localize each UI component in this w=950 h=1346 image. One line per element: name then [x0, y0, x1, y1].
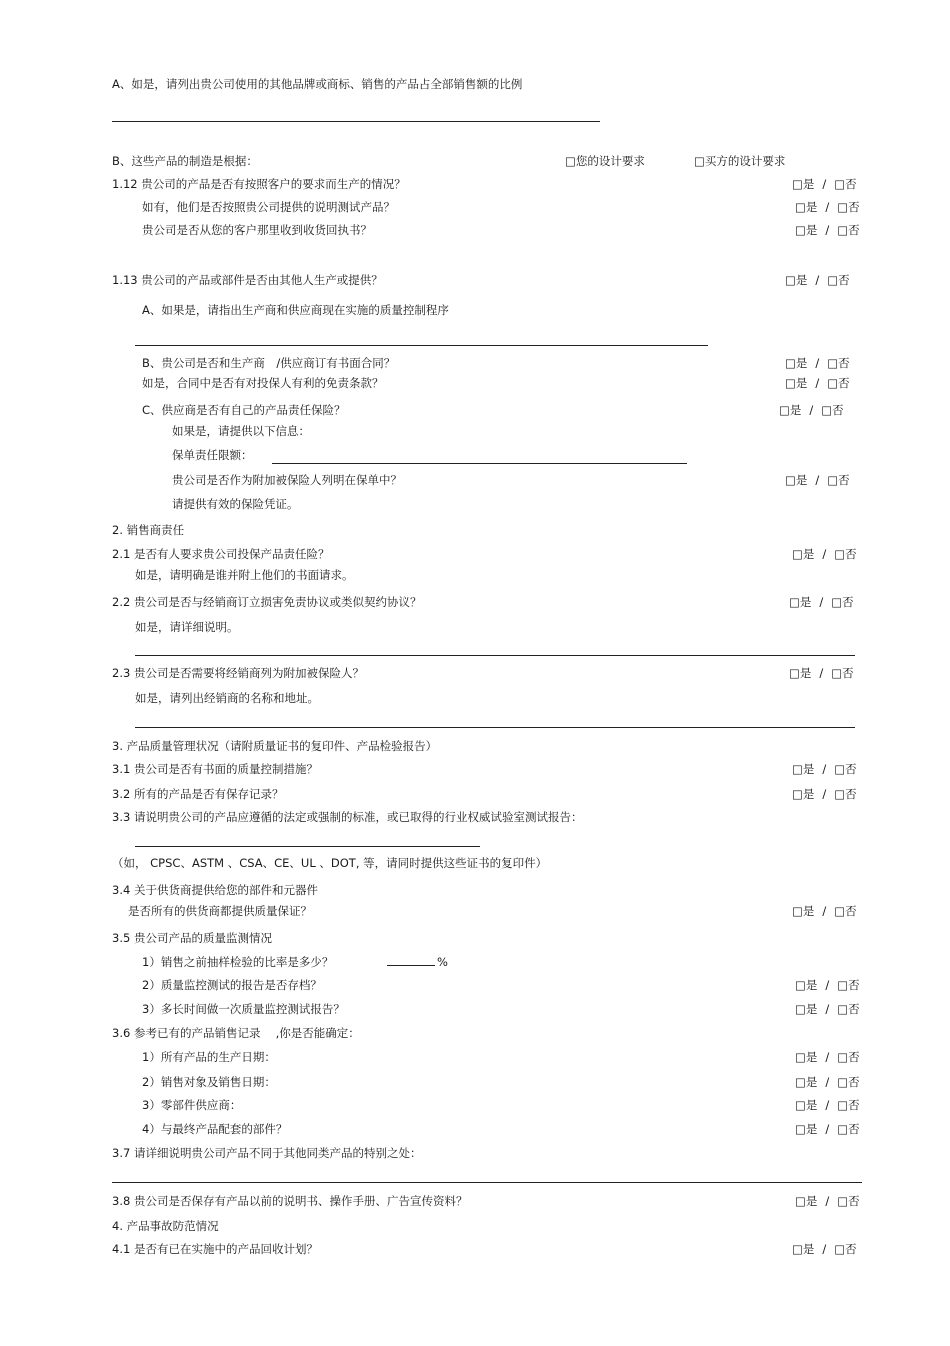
question: 3.2 所有的产品是否有保存记录？	[112, 787, 284, 801]
yes-no-checkbox-pair[interactable]: □是 / □否	[785, 273, 850, 287]
instruction: 如果是，请提供以下信息：	[172, 424, 310, 438]
answer-line[interactable]	[135, 846, 480, 847]
yes-no-checkbox-pair[interactable]: □是 / □否	[785, 376, 850, 390]
question: A、如果是，请指出生产商和供应商现在实施的质量控制程序	[142, 303, 449, 317]
yes-no-checkbox-pair[interactable]: □是 / □否	[795, 1098, 860, 1112]
yes-no-checkbox-pair[interactable]: □是 / □否	[792, 1242, 857, 1256]
answer-line[interactable]	[135, 727, 855, 728]
question: C、供应商是否有自己的产品责任保险？	[142, 403, 346, 417]
question: 1.13 贵公司的产品或部件是否由其他人生产或提供？	[112, 273, 383, 287]
question: 如有，他们是否按照贵公司提供的说明测试产品？	[142, 200, 395, 214]
question: 2.1 是否有人要求贵公司投保产品责任险？	[112, 547, 330, 561]
question: 3.3 请说明贵公司的产品应遵循的法定或强制的标准，或已取得的行业权威试验室测试报告：	[112, 810, 583, 824]
yes-no-checkbox-pair[interactable]: □是 / □否	[795, 1050, 860, 1064]
question: 2）销售对象及销售日期：	[142, 1075, 276, 1089]
yes-no-checkbox-pair[interactable]: □是 / □否	[792, 177, 857, 191]
question: 3.5 贵公司产品的质量监测情况	[112, 931, 272, 945]
question: 3.1 贵公司是否有书面的质量控制措施？	[112, 762, 318, 776]
answer-line[interactable]	[135, 345, 708, 346]
question: 如是，合同中是否有对投保人有利的免责条款？	[142, 376, 384, 390]
yes-no-checkbox-pair[interactable]: □是 / □否	[779, 403, 844, 417]
yes-no-checkbox-pair[interactable]: □是 / □否	[792, 904, 857, 918]
checkbox-option-buyer-design[interactable]: □买方的设计要求	[694, 154, 786, 168]
instruction: 请提供有效的保险凭证。	[172, 497, 299, 511]
yes-no-checkbox-pair[interactable]: □是 / □否	[792, 762, 857, 776]
question: 2.2 贵公司是否与经销商订立损害免责协议或类似契约协议？	[112, 595, 422, 609]
question: 3.8 贵公司是否保存有产品以前的说明书、操作手册、广告宣传资料？	[112, 1194, 468, 1208]
yes-no-checkbox-pair[interactable]: □是 / □否	[795, 1122, 860, 1136]
question: 4.1 是否有已在实施中的产品回收计划？	[112, 1242, 318, 1256]
yes-no-checkbox-pair[interactable]: □是 / □否	[785, 356, 850, 370]
yes-no-checkbox-pair[interactable]: □是 / □否	[795, 978, 860, 992]
question: 2）质量监控测试的报告是否存档？	[142, 978, 322, 992]
yes-no-checkbox-pair[interactable]: □是 / □否	[792, 787, 857, 801]
question: 贵公司是否作为附加被保险人列明在保单中？	[172, 473, 402, 487]
yes-no-checkbox-pair[interactable]: □是 / □否	[792, 547, 857, 561]
checkbox-option-your-design[interactable]: □您的设计要求	[565, 154, 645, 168]
field-label: 保单责任限额：	[172, 448, 253, 462]
question: 1）所有产品的生产日期：	[142, 1050, 276, 1064]
question: 是否所有的供货商都提供质量保证？	[128, 904, 312, 918]
line-item: A、如是，请列出贵公司使用的其他品牌或商标、销售的产品占全部销售额的比例	[112, 77, 523, 91]
line-item: B、这些产品的制造是根据：	[112, 154, 258, 168]
question: 3.6 参考已有的产品销售记录 ,你是否能确定：	[112, 1026, 360, 1040]
yes-no-checkbox-pair[interactable]: □是 / □否	[795, 1194, 860, 1208]
yes-no-checkbox-pair[interactable]: □是 / □否	[785, 473, 850, 487]
note: （如， CPSC、ASTM 、CSA、CE、UL 、DOT, 等，请同时提供这些证书的复印件）	[112, 856, 548, 870]
yes-no-checkbox-pair[interactable]: □是 / □否	[795, 223, 860, 237]
instruction: 如是，请明确是谁并附上他们的书面请求。	[135, 568, 354, 582]
yes-no-checkbox-pair[interactable]: □是 / □否	[789, 595, 854, 609]
question: 贵公司是否从您的客户那里收到收货回执书？	[142, 223, 372, 237]
question: 4）与最终产品配套的部件？	[142, 1122, 288, 1136]
answer-line[interactable]	[112, 121, 600, 122]
percent-field[interactable]: %	[387, 954, 448, 970]
question: 3）多长时间做一次质量监控测试报告？	[142, 1002, 345, 1016]
yes-no-checkbox-pair[interactable]: □是 / □否	[795, 200, 860, 214]
question: 1.12 贵公司的产品是否有按照客户的要求而生产的情况？	[112, 177, 406, 191]
instruction: 如是，请详细说明。	[135, 620, 239, 634]
question: 3.7 请详细说明贵公司产品不同于其他同类产品的特别之处：	[112, 1146, 422, 1160]
question: B、贵公司是否和生产商 /供应商订有书面合同？	[142, 356, 396, 370]
answer-line[interactable]	[272, 463, 687, 464]
question: 3）零部件供应商：	[142, 1098, 242, 1112]
section-heading: 3. 产品质量管理状况（请附质量证书的复印件、产品检验报告）	[112, 739, 438, 753]
question: 3.4 关于供货商提供给您的部件和元器件	[112, 883, 318, 897]
question: 1）销售之前抽样检验的比率是多少？	[142, 955, 334, 969]
instruction: 如是，请列出经销商的名称和地址。	[135, 691, 319, 705]
yes-no-checkbox-pair[interactable]: □是 / □否	[795, 1002, 860, 1016]
question: 2.3 贵公司是否需要将经销商列为附加被保险人？	[112, 666, 364, 680]
section-heading: 4. 产品事故防范情况	[112, 1219, 219, 1233]
section-heading: 2. 销售商责任	[112, 523, 185, 537]
yes-no-checkbox-pair[interactable]: □是 / □否	[789, 666, 854, 680]
answer-line[interactable]	[112, 1182, 862, 1183]
yes-no-checkbox-pair[interactable]: □是 / □否	[795, 1075, 860, 1089]
answer-line[interactable]	[135, 655, 855, 656]
